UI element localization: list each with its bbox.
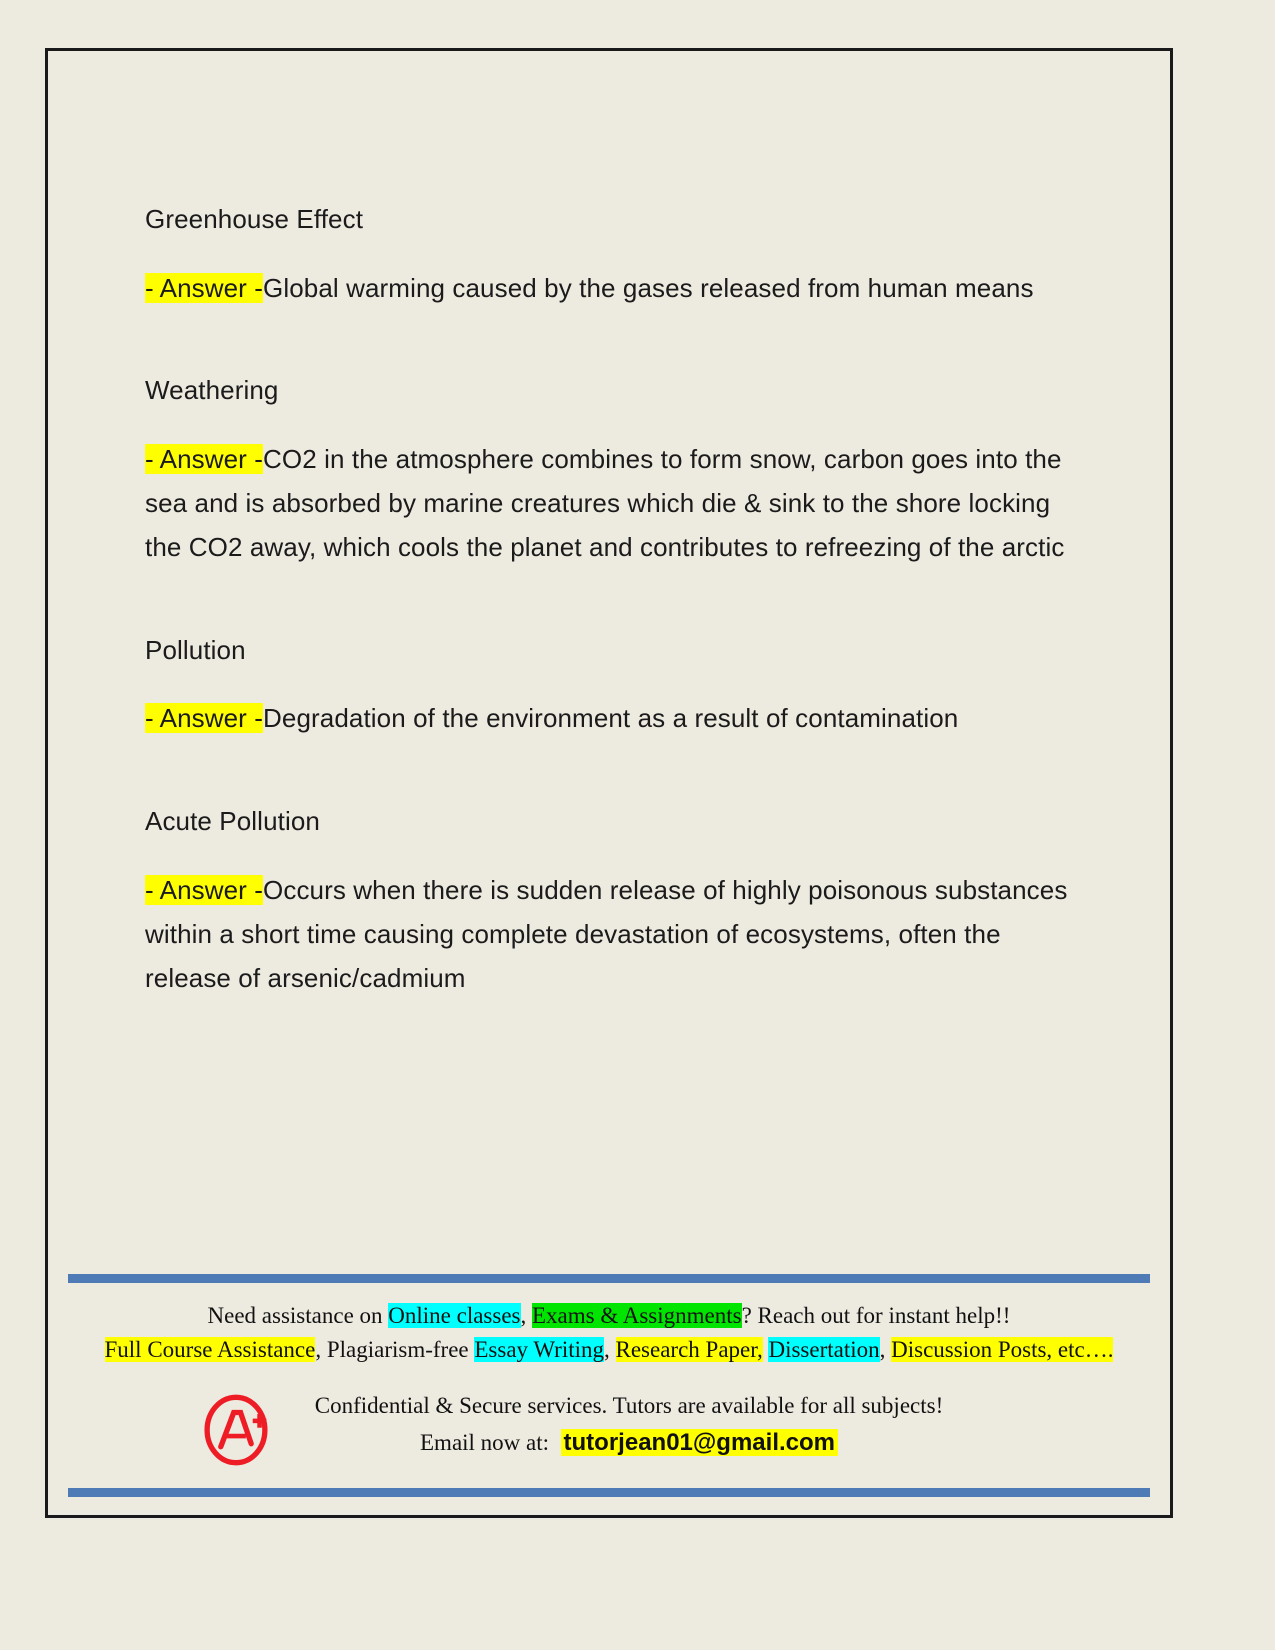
promo-text-5: , bbox=[604, 1336, 616, 1362]
term-heading: Weathering bbox=[145, 375, 279, 406]
document-body bbox=[145, 201, 1070, 1000]
answer-paragraph bbox=[145, 868, 1070, 1001]
answer-text: Degradation of the environment as a result of contamination bbox=[263, 703, 959, 734]
promo-highlight-full-course-assistance: Full Course Assistance bbox=[104, 1336, 316, 1362]
footer-divider-bottom bbox=[68, 1488, 1150, 1497]
qa-block-pollution bbox=[145, 632, 1070, 741]
answer-text: Global warming caused by the gases released from human means bbox=[263, 272, 1034, 303]
term-heading: Greenhouse Effect bbox=[145, 204, 364, 234]
promo-text-4: , Plagiarism-free bbox=[315, 1336, 475, 1362]
promo-highlight-discussion-posts: Discussion Posts, etc…. bbox=[891, 1336, 1114, 1362]
promo-tagline: Confidential & Secure services. Tutors are available for all subjects! bbox=[314, 1393, 944, 1418]
promo-text-1: Need assistance on bbox=[207, 1303, 389, 1329]
email-label: Email now at: bbox=[420, 1429, 550, 1455]
promo-highlight-research-paper: Research Paper, bbox=[615, 1336, 763, 1362]
promo-highlight-essay-writing: Essay Writing bbox=[474, 1336, 604, 1362]
qa-block-weathering bbox=[145, 372, 1070, 569]
promo-line-1 bbox=[68, 1299, 1150, 1332]
a-plus-grade-icon bbox=[198, 1392, 274, 1468]
answer-label: - Answer - bbox=[145, 272, 264, 303]
contact-email[interactable]: tutorjean01@gmail.com bbox=[561, 1429, 838, 1456]
answer-paragraph bbox=[145, 266, 1070, 310]
answer-paragraph bbox=[145, 437, 1070, 570]
promo-highlight-online-classes: Online classes bbox=[388, 1303, 521, 1329]
promo-text-3: ? Reach out for instant help!! bbox=[741, 1303, 1011, 1329]
answer-paragraph bbox=[145, 696, 1070, 740]
term-heading: Acute Pollution bbox=[145, 805, 320, 836]
footer-divider-top bbox=[68, 1274, 1150, 1283]
answer-text: Occurs when there is sudden release of highly poisonous substances within a short time causing complete devastation of ecosystems, often the release of arsenic/cadmium bbox=[145, 874, 1068, 993]
promo-text-2: , bbox=[520, 1303, 532, 1329]
promo-footer bbox=[68, 1274, 1150, 1497]
answer-label: - Answer - bbox=[145, 703, 264, 734]
qa-block-acute-pollution bbox=[145, 803, 1070, 1000]
promo-lower bbox=[68, 1388, 1150, 1474]
promo-text-7: , bbox=[879, 1336, 892, 1362]
promo-line-2 bbox=[68, 1333, 1150, 1366]
answer-text: CO2 in the atmosphere combines to form snow, carbon goes into the sea and is absorbed by marine creatures which die & sink to the shore locking the CO2 away, which cools the planet and contributes to refreezing of the arctic bbox=[145, 444, 1065, 563]
promo-highlight-exams-assignments: Exams & Assignments bbox=[532, 1303, 742, 1329]
answer-label: - Answer - bbox=[145, 444, 264, 474]
document-page bbox=[45, 48, 1173, 1518]
qa-block-greenhouse-effect bbox=[145, 201, 1070, 310]
answer-label: - Answer - bbox=[145, 874, 264, 905]
promo-highlight-dissertation: Dissertation bbox=[768, 1336, 880, 1362]
term-heading: Pollution bbox=[145, 634, 246, 665]
